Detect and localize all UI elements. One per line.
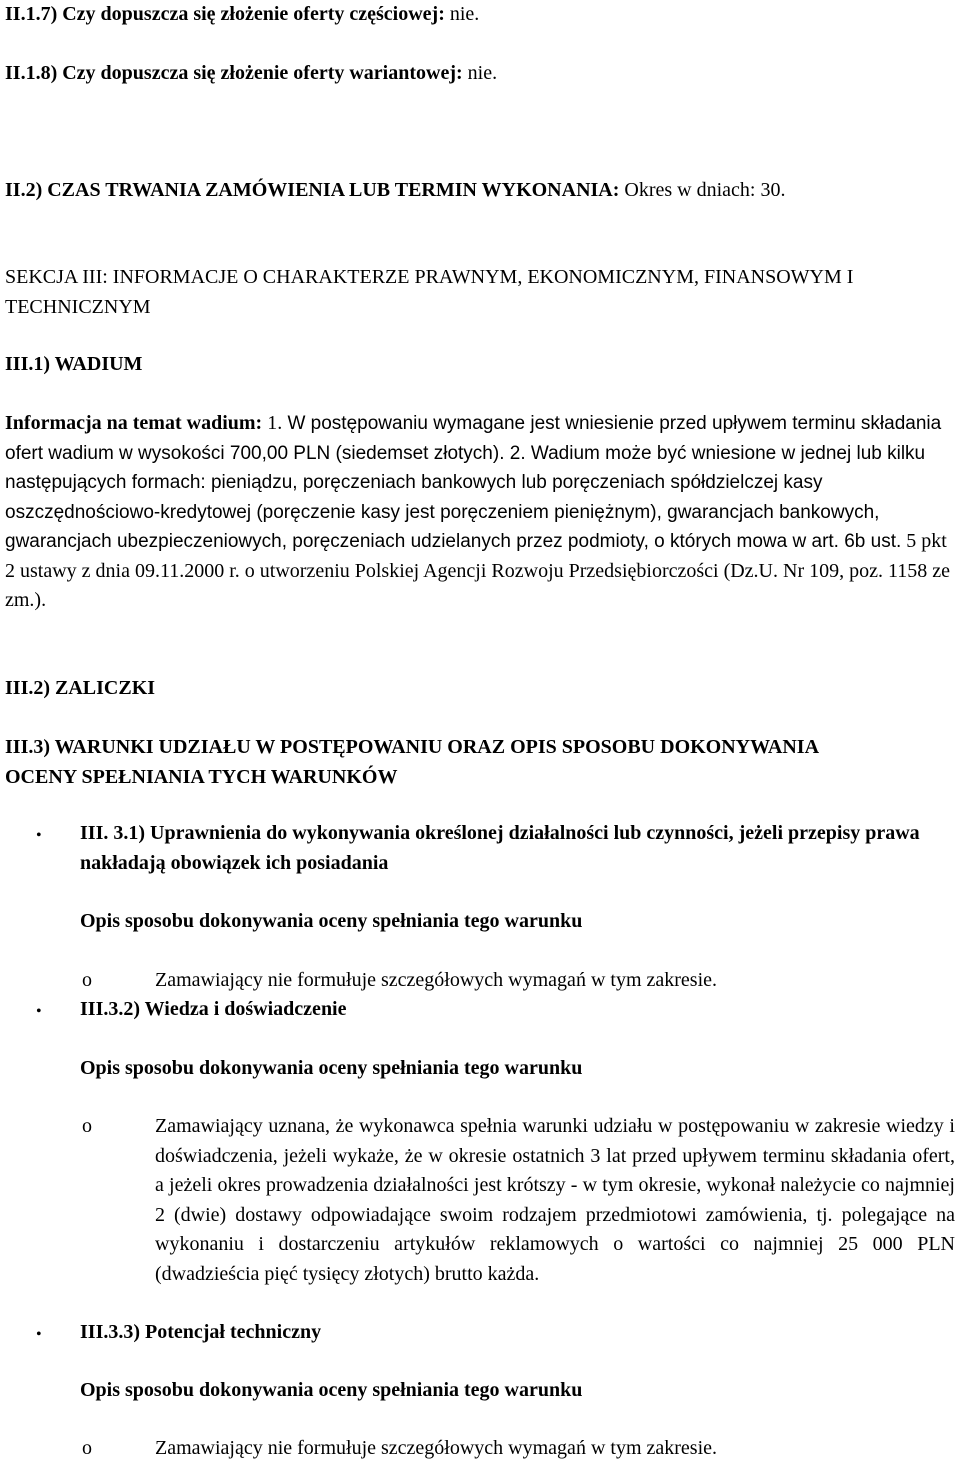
section-iii-2-heading: III.2) ZALICZKI bbox=[5, 677, 156, 699]
section-ii-1-8 bbox=[5, 59, 955, 89]
wadium-info-body: W postępowaniu wymagane jest wniesienie przed upływem terminu składania ofert wadium w wysokości 700,00 PLN (siedemset złotych). 2. Wadium może być wniesione w jednej lub kilku następujących formach: pieniądzu, poręczeniach bankowych lub poręczeniach spółdzielczej kasy oszczędnościowo-kredytowej (poręczenie kasy jest poręczeniem pieniężnym), gwarancjach bankowych, gwarancjach ubezpieczeniowych, poręczeniach udzielanych przez podmioty, o których mowa w art. 6b ust. bbox=[5, 413, 942, 552]
item-1-title: III. 3.1) Uprawnienia do wykonywania określonej działalności lub czynności, jeżeli przepisy prawa nakładają obowiązek ich posiadania bbox=[80, 822, 920, 874]
section-iii-1-info bbox=[5, 409, 955, 616]
section-ii-2-heading: II.2) CZAS TRWANIA ZAMÓWIENIA LUB TERMIN WYKONANIA: bbox=[5, 179, 620, 201]
wadium-info-label: Informacja na temat wadium: bbox=[5, 412, 263, 434]
item-3-marker: o bbox=[82, 1437, 92, 1459]
bullet-item-1: • bbox=[36, 827, 42, 844]
section-ii-1-7-answer: nie. bbox=[444, 3, 480, 25]
item-3-desc-label: Opis sposobu dokonywania oceny spełniania tego warunku bbox=[80, 1379, 583, 1401]
item-2-text: Zamawiający uznana, że wykonawca spełnia warunki udziału w postępowaniu w zakresie wiedzy i doświadczenia, jeżeli wykaże, że w okresie ostatnich 3 lat przed upływem terminu składania ofert, a jeżeli okres prowadzenia działalności jest krótszy - w tym okresie, wykonał należycie co najmniej 2 (dwie) dostawy odpowiadające swoim rodzajem przedmiotowi zamówienia, tj. polegające na wykonaniu i dostarczeniu artykułów reklamowych o wartości co najmniej 25 000 PLN (dwadzieścia pięć tysięcy złotych) brutto każda. bbox=[155, 1115, 955, 1285]
item-2-marker: o bbox=[82, 1115, 92, 1137]
wadium-info-number: 1. bbox=[262, 412, 283, 434]
section-ii-1-8-heading: II.1.8) Czy dopuszcza się złożenie oferty wariantowej: bbox=[5, 62, 463, 84]
bullet-item-2: • bbox=[36, 1003, 42, 1020]
section-iii-title: SEKCJA III: INFORMACJE O CHARAKTERZE PRAWNYM, EKONOMICZNYM, FINANSOWYM I TECHNICZNYM bbox=[5, 266, 854, 318]
section-ii-1-7-heading: II.1.7) Czy dopuszcza się złożenie oferty częściowej: bbox=[5, 3, 445, 25]
section-ii-2 bbox=[5, 176, 890, 206]
section-iii-3-heading: III.3) WARUNKI UDZIAŁU W POSTĘPOWANIU ORAZ OPIS SPOSOBU DOKONYWANIA OCENY SPEŁNIANIA TYCH WARUNKÓW bbox=[5, 736, 818, 788]
section-ii-2-text: Okres w dniach: 30. bbox=[619, 179, 786, 201]
wadium-info-tail: 5 pkt 2 ustawy z dnia 09.11.2000 r. o utworzeniu Polskiej Agencji Rozwoju Przedsiębiorczości (Dz.U. Nr 109, poz. 1158 ze zm.). bbox=[5, 530, 950, 611]
section-ii-1-7 bbox=[5, 0, 955, 30]
item-1-marker: o bbox=[82, 969, 92, 991]
item-3-text: Zamawiający nie formułuje szczegółowych wymagań w tym zakresie. bbox=[155, 1437, 718, 1459]
item-1-desc-label: Opis sposobu dokonywania oceny spełniania tego warunku bbox=[80, 910, 583, 932]
item-1-text: Zamawiający nie formułuje szczegółowych wymagań w tym zakresie. bbox=[155, 969, 718, 991]
section-ii-1-8-answer: nie. bbox=[462, 62, 498, 84]
item-2-title: III.3.2) Wiedza i doświadczenie bbox=[80, 998, 347, 1020]
item-2-desc-label: Opis sposobu dokonywania oceny spełniania tego warunku bbox=[80, 1057, 583, 1079]
bullet-item-3: • bbox=[36, 1326, 42, 1343]
item-3-title: III.3.3) Potencjał techniczny bbox=[80, 1321, 322, 1343]
section-iii-1-heading: III.1) WADIUM bbox=[5, 353, 143, 375]
